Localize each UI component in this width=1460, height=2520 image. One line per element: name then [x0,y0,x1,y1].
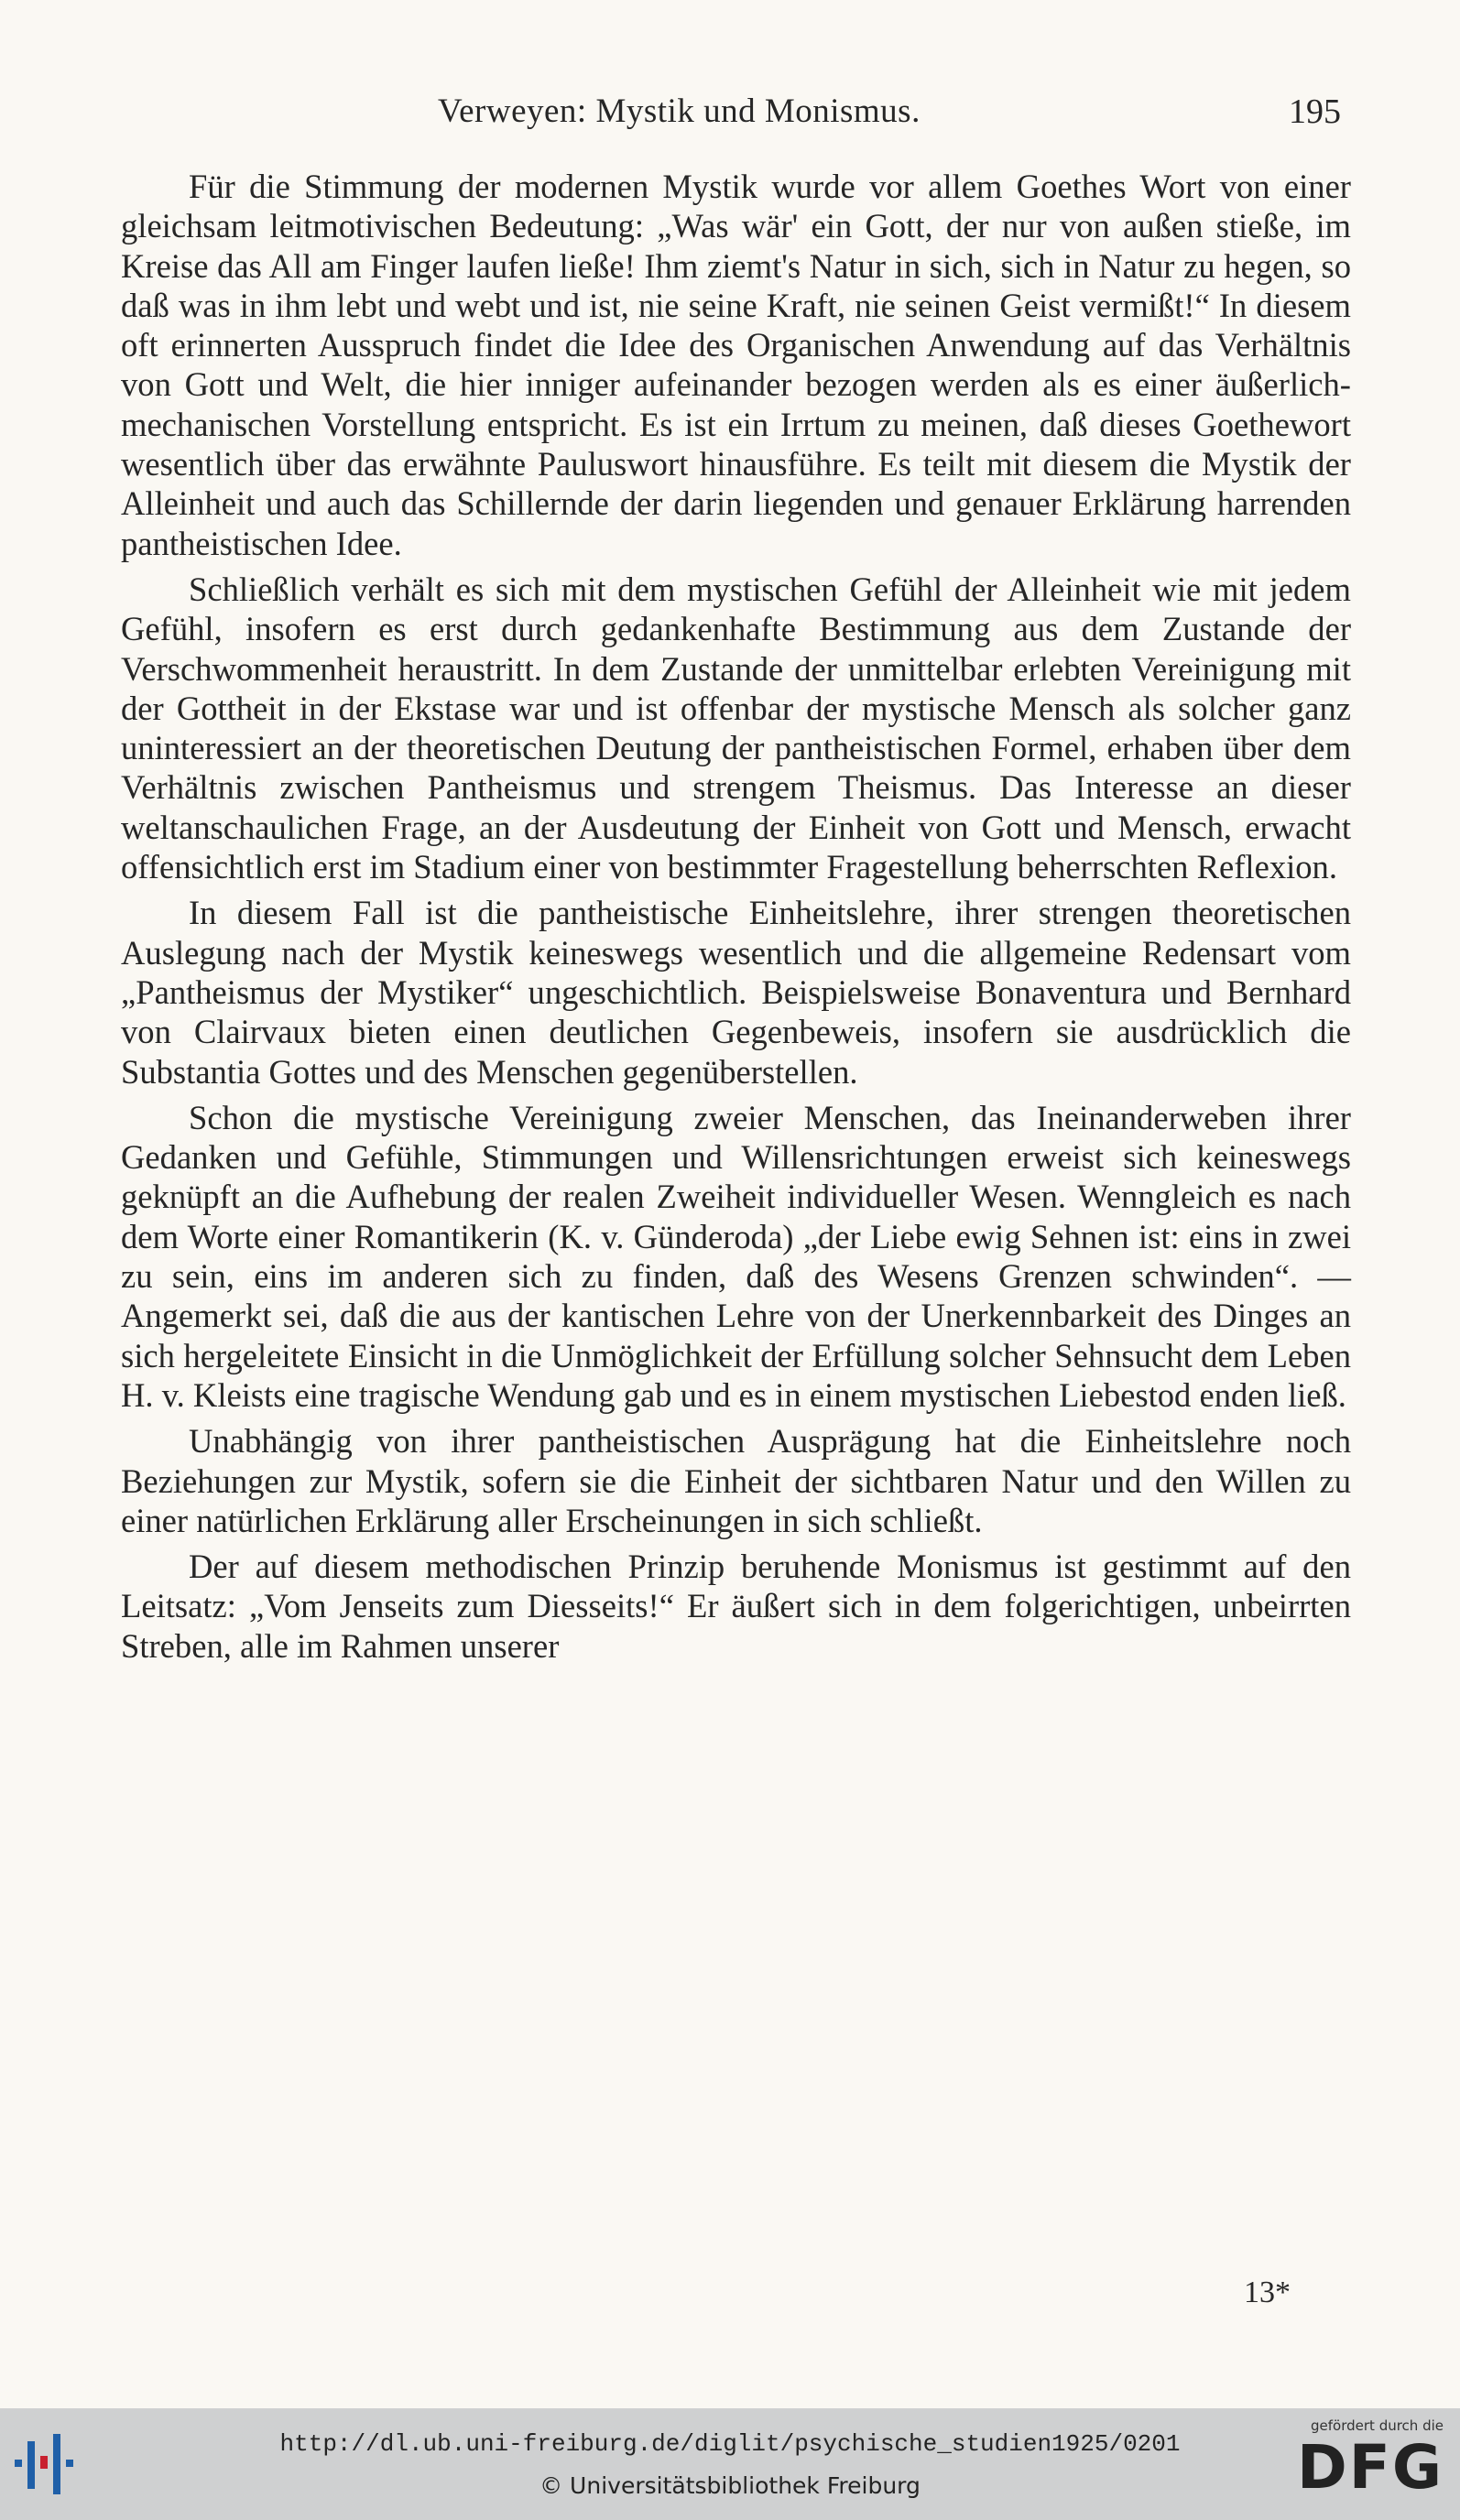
body-text [121,167,1351,1672]
funding-note: gefördert durch die [1311,2417,1444,2434]
paragraph: Schon die mystische Vereinigung zweier Menschen, das Ineinanderweben ihrer Gedanken und Gefühle, Stimmungen und Willensrichtungen erweist sich keineswegs geknüpft an die Aufhebung der realen Zweiheit individueller Wesen. Wenngleich es nach dem Worte einer Romantikerin (K. v. Günderoda) „der Liebe ewig Sehnen ist: eins in zwei zu sein, eins im anderen sich zu finden, daß des Wesens Grenzen schwinden“. — Angemerkt sei, daß die aus der kantischen Lehre von der Unerkennbarkeit des Dinges an sich hergeleitete Einsicht in die Unmöglichkeit der Erfüllung solcher Sehnsucht dem Leben H. v. Kleists eine tragische Wendung gab und es in einem mystischen Liebestod enden ließ. [121,1098,1351,1414]
paragraph: Unabhängig von ihrer pantheistischen Ausprägung hat die Einheitslehre noch Beziehungen zur Mystik, sofern sie die Einheit der sichtbaren Natur und den Willen zu einer natürlichen Erklärung aller Erscheinungen in sich schließt. [121,1422,1351,1539]
dfg-logo: DFG [1296,2432,1444,2503]
signature-mark: 13* [1244,2276,1291,2309]
permalink-url[interactable]: http://dl.ub.uni-freiburg.de/diglit/psychische_studien1925/0201 [279,2430,1181,2458]
running-header [438,92,1341,147]
dfg-funding-badge [1260,2417,1444,2515]
paragraph: In diesem Fall ist die pantheistische Einheitslehre, ihrer strengen theoretischen Auslegung nach der Mystik keineswegs wesentlich und die allgemeine Redensart vom „Pantheismus der Mystiker“ ungeschichtlich. Beispielsweise Bonaventura und Bernhard von Clairvaux bieten einen deutlichen Gegenbeweis, insofern sie ausdrücklich die Substantia Gottes und des Menschen gegenüberstellen. [121,894,1351,1091]
viewer-footer [0,2408,1460,2520]
paragraph: Für die Stimmung der modernen Mystik wurde vor allem Goethes Wort von einer gleichsam leitmotivischen Bedeutung: „Was wär' ein Gott, der nur von außen stieße, im Kreise das All am Finger laufen ließe! Ihm ziemt's Natur in sich, sich in Natur zu hegen, so daß was in ihm lebt und webt und ist, nie seine Kraft, nie seinen Geist vermißt!“ In diesem oft erinnerten Ausspruch findet die Idee des Organischen Anwendung auf das Verhältnis von Gott und Welt, die hier inniger aufeinander bezogen werden als es einer äußerlich-mechanischen Vorstellung entspricht. Es ist ein Irrtum zu meinen, daß dieses Goethewort wesentlich über das erwähnte Pauluswort hinausführe. Es teilt mit diesem die Mystik der Alleinheit und auch das Schillernde der darin liegenden und genauer Erklärung harrenden pantheistischen Idee. [121,168,1351,562]
running-title: Verweyen: Mystik und Monismus. [438,92,921,130]
copyright-notice: © Universitätsbibliothek Freiburg [539,2472,921,2499]
paragraph: Der auf diesem methodischen Prinzip beruhende Monismus ist gestimmt auf den Leitsatz: „Vom Jenseits zum Diesseits!“ Er äußert sich in dem folgerichtigen, unbeirrten Streben, alle im Rahmen unserer [121,1548,1351,1665]
page-number: 195 [1289,92,1341,131]
paragraph: Schließlich verhält es sich mit dem mystischen Gefühl der Alleinheit wie mit jedem Gefühl, insofern es erst durch gedankenhafte Bestimmung aus dem Zustande der Verschwommenheit heraustritt. In dem Zustande der unmittelbar erlebten Vereinigung mit der Gottheit in der Ekstase war und ist offenbar der mystische Mensch als solcher ganz uninteressiert an der theoretischen Deutung der pantheistischen Formel, erhaben über dem Verhältnis zwischen Pantheismus und strengem Theismus. Das Interesse an dieser weltanschaulichen Frage, an der Ausdeutung der Einheit von Gott und Mensch, erwacht offensichtlich erst im Stadium einer von bestimmter Fragestellung beherrschten Reflexion. [121,570,1351,886]
